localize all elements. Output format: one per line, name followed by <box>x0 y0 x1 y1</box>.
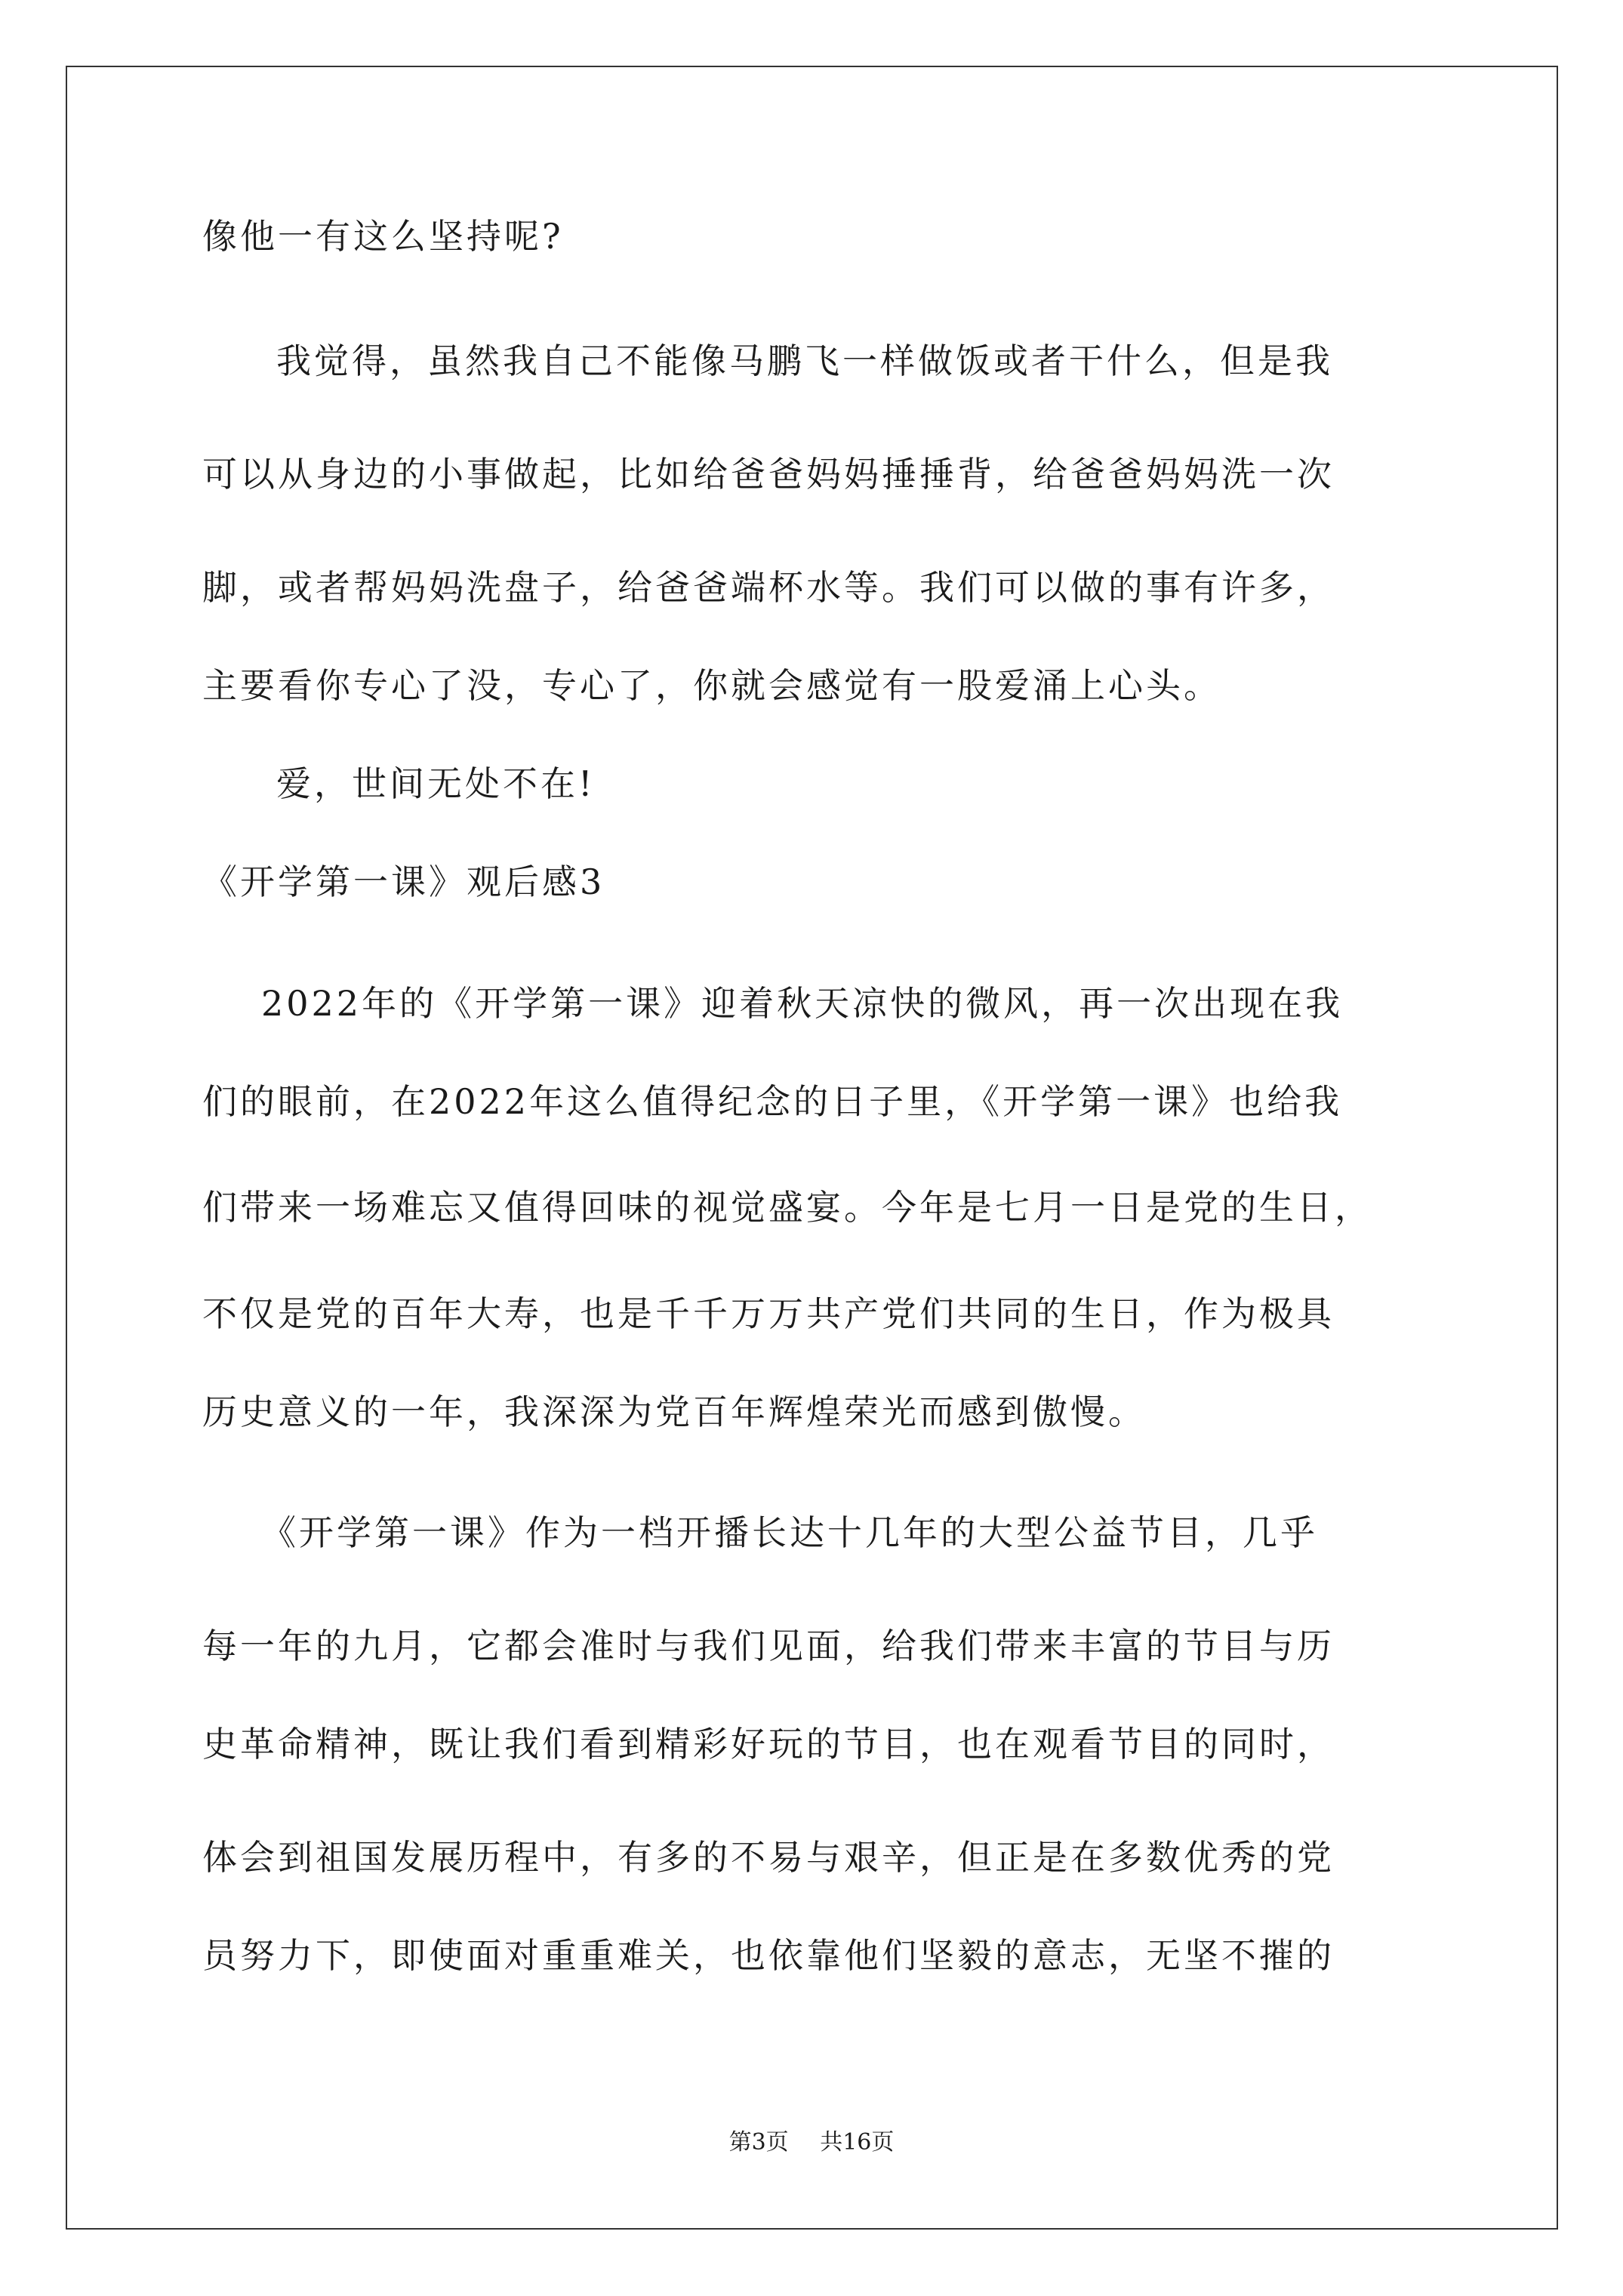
page-footer <box>0 2128 1623 2158</box>
text-line: 可以从身边的小事做起，比如给爸爸妈妈捶捶背，给爸爸妈妈洗一次 <box>202 454 1335 495</box>
text-line: 员努力下，即使面对重重难关，也依靠他们坚毅的意志，无坚不摧的 <box>202 1935 1335 1976</box>
text-line: 像他一有这么坚持呢? <box>202 216 564 257</box>
text-line: 主要看你专心了没，专心了，你就会感觉有一股爱涌上心头。 <box>202 665 1221 706</box>
paragraph-line: 爱，世间无处不在! <box>276 763 596 804</box>
text-line: 们的眼前，在2022年这么值得纪念的日子里，《开学第一课》也给我 <box>202 1081 1343 1122</box>
section-heading: 《开学第一课》观后感3 <box>202 861 605 902</box>
paragraph-line: 2022年的《开学第一课》迎着秋天凉快的微风，再一次出现在我 <box>261 983 1344 1024</box>
page-total: 共16页 <box>820 2129 895 2156</box>
text-line: 每一年的九月，它都会准时与我们见面，给我们带来丰富的节目与历 <box>202 1626 1335 1666</box>
text-line: 不仅是党的百年大寿，也是千千万万共产党们共同的生日，作为极具 <box>202 1293 1335 1334</box>
text-line: 们带来一场难忘又值得回味的视觉盛宴。今年是七月一日是党的生日， <box>202 1187 1372 1228</box>
paragraph-line: 我觉得，虽然我自己不能像马鹏飞一样做饭或者干什么，但是我 <box>276 341 1333 381</box>
paragraph-line: 《开学第一课》作为一档开播长达十几年的大型公益节目，几乎 <box>261 1512 1318 1553</box>
text-line: 脚，或者帮妈妈洗盘子，给爸爸端杯水等。我们可以做的事有许多， <box>202 567 1335 608</box>
text-line: 历史意义的一年，我深深为党百年辉煌荣光而感到傲慢。 <box>202 1391 1146 1432</box>
text-line: 史革命精神，既让我们看到精彩好玩的节目，也在观看节目的同时， <box>202 1724 1335 1764</box>
page-number: 第3页 <box>728 2129 789 2156</box>
page-border <box>66 66 1558 2230</box>
text-line: 体会到祖国发展历程中，有多的不易与艰辛，但正是在多数优秀的党 <box>202 1837 1335 1878</box>
